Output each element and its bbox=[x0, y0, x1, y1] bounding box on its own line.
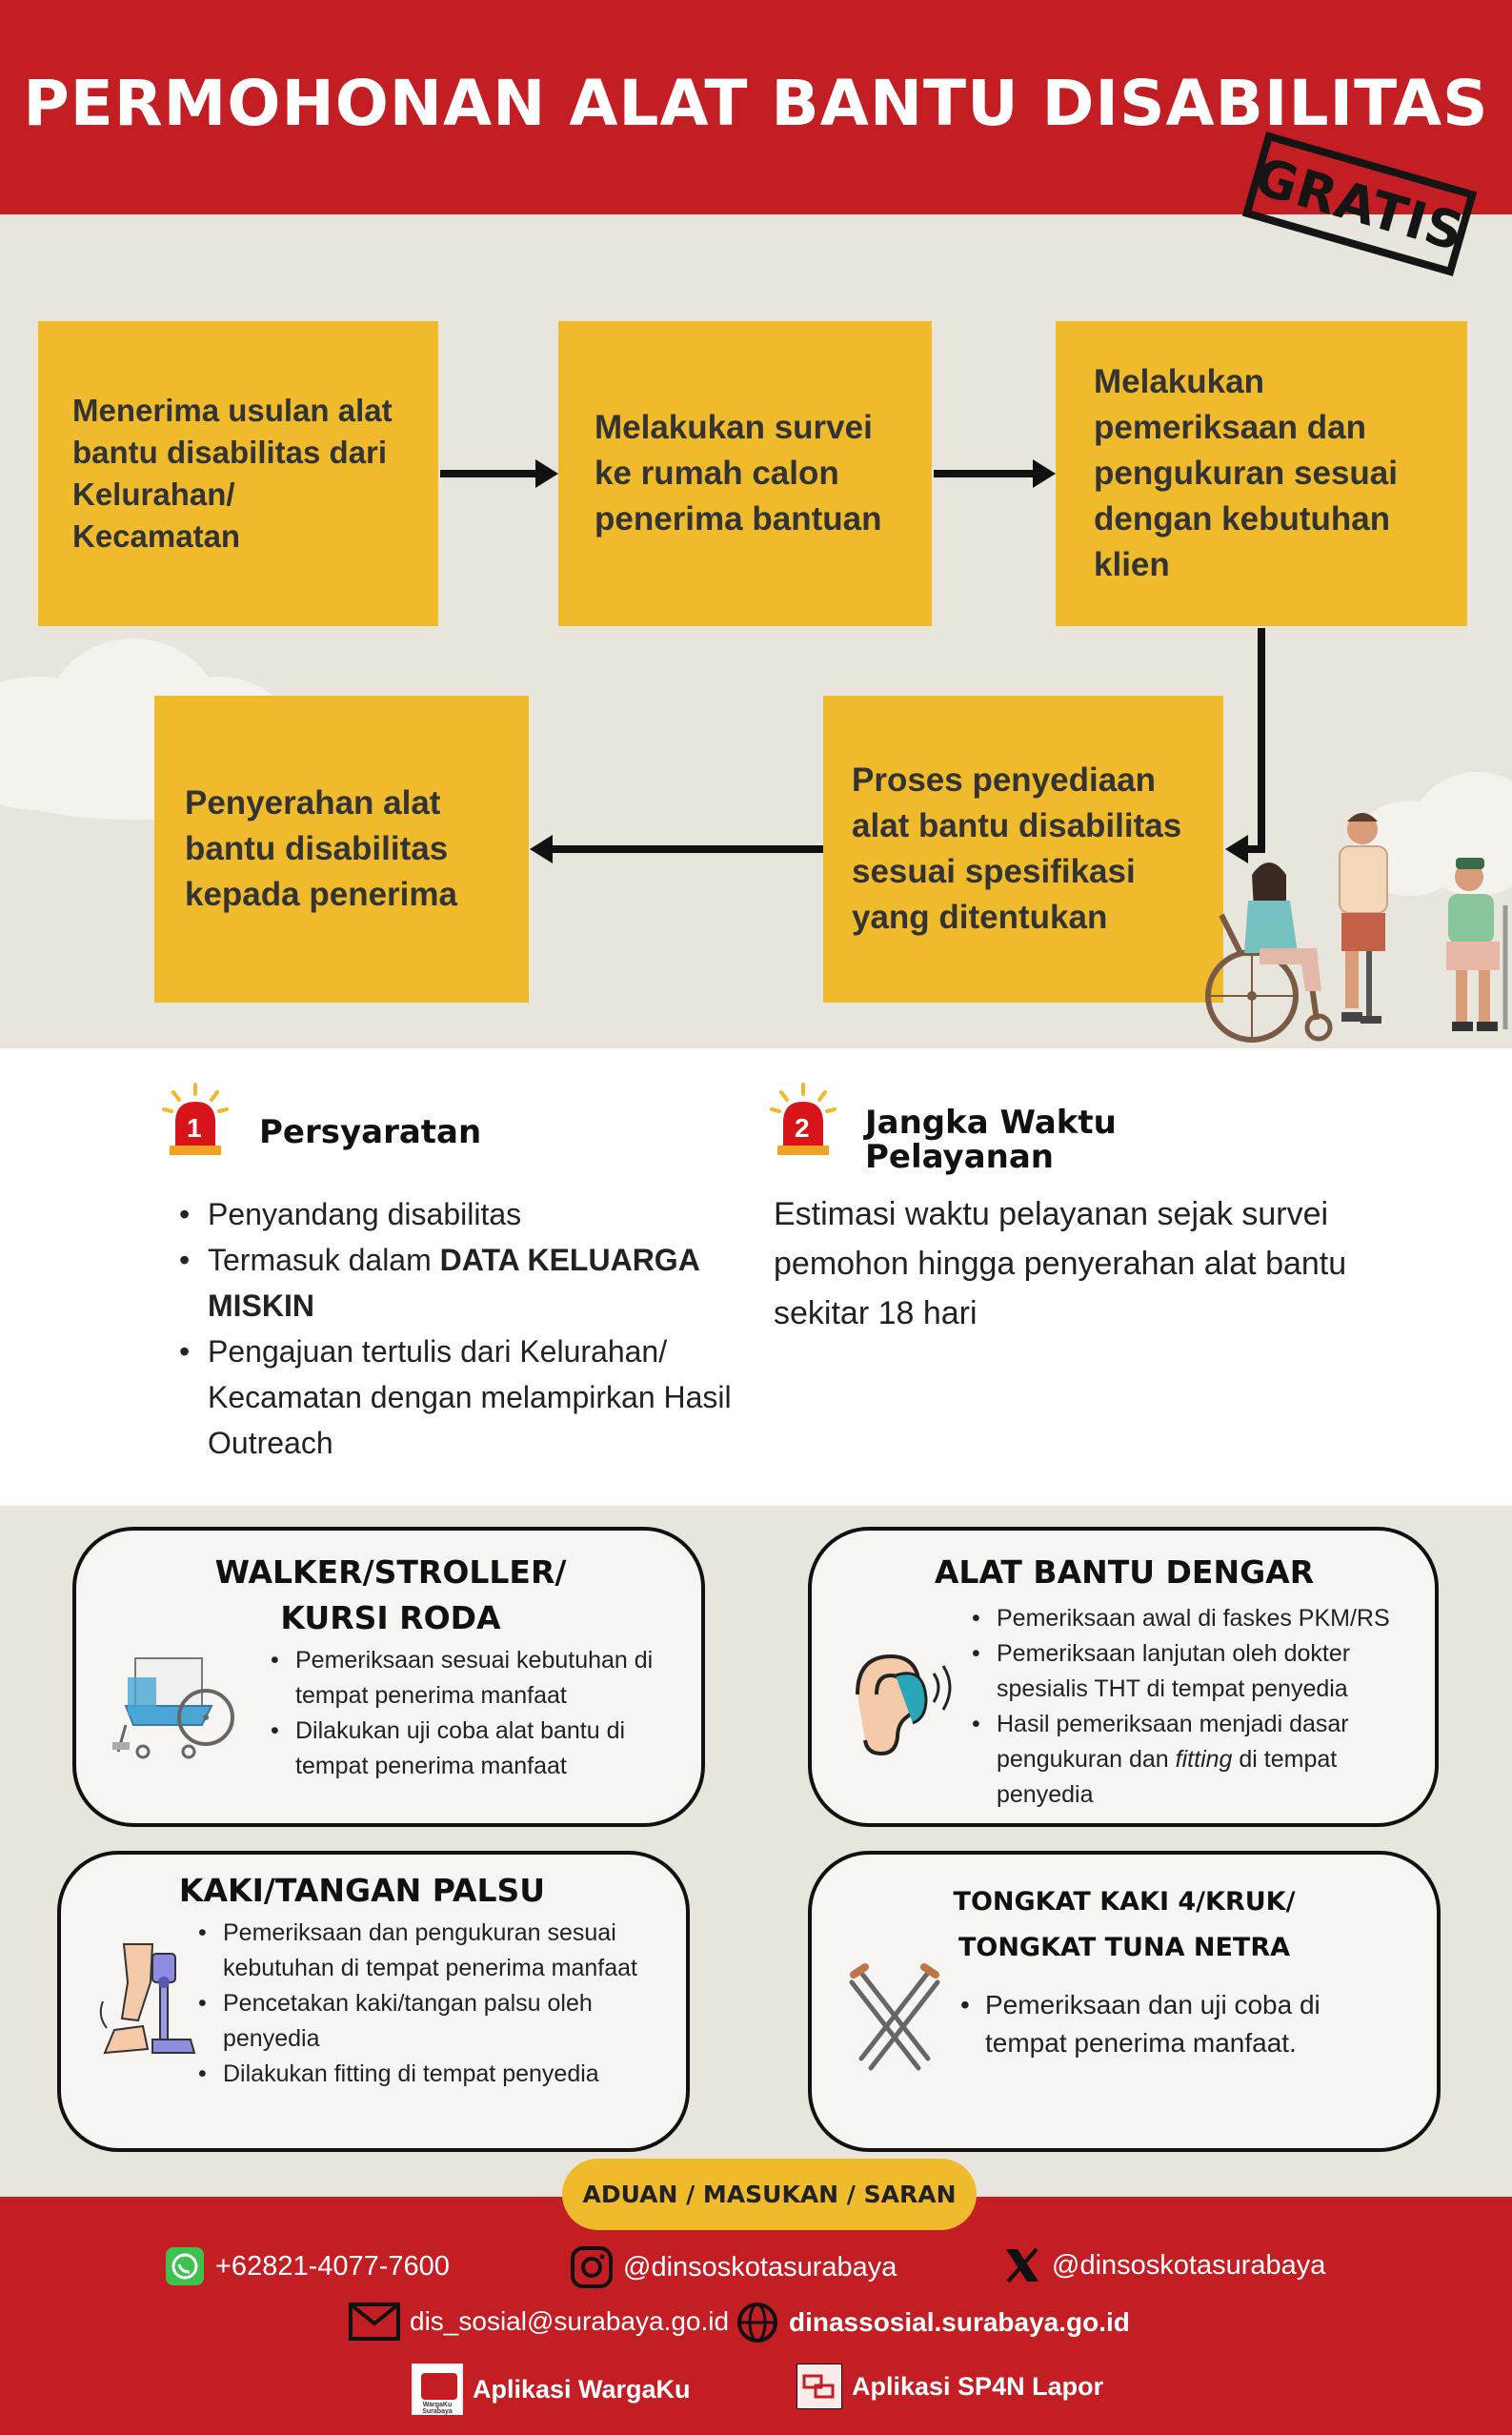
card-hearing-item: • Pemeriksaan lanjutan oleh dokter spesialis THT di tempat penyedia bbox=[970, 1636, 1420, 1707]
service-time-heading-line2: Pelayanan bbox=[865, 1138, 1054, 1176]
email-contact[interactable] bbox=[349, 2303, 729, 2341]
service-time-text: Estimasi waktu pelayanan sejak survei pemohon hingga penyerahan alat bantu sekitar 18 hari bbox=[774, 1196, 1347, 1331]
app-wargaku-label: Aplikasi WargaKu bbox=[473, 2374, 691, 2404]
card-prosthetic-item: • Pemeriksaan dan pengukuran sesuai kebutuhan di tempat penerima manfaat bbox=[196, 1916, 654, 1986]
flow-step-3-text: Melakukan pemeriksaan dan pengukuran sesuai dengan kebutuhan klien bbox=[1094, 363, 1398, 583]
email-address: dis_sosial@surabaya.go.id bbox=[410, 2306, 730, 2336]
people-illustration bbox=[1202, 801, 1512, 1048]
card-crutch-item: • Pemeriksaan dan uji coba di tempat penerima manfaat. bbox=[958, 1986, 1406, 2062]
card-walker-item: • Dilakukan uji coba alat bantu di tempat penerima manfaat bbox=[269, 1714, 688, 1784]
card-prosthetic-list bbox=[196, 1916, 654, 2092]
whatsapp-icon bbox=[164, 2245, 206, 2287]
flow-step-1-text: Menerima usulan alat bantu disabilitas dari Kelurahan/ Kecamatan bbox=[72, 393, 393, 554]
wargaku-logo: WargaKu Surabaya bbox=[412, 2364, 463, 2415]
app-wargaku[interactable] bbox=[412, 2364, 691, 2415]
card-walker-title bbox=[171, 1550, 610, 1641]
x-contact[interactable] bbox=[1002, 2245, 1325, 2285]
card-crutch-title-line2: TONGKAT TUNA NETRA bbox=[958, 1933, 1291, 1962]
card-hearing-title: ALAT BANTU DENGAR bbox=[934, 1553, 1315, 1591]
card-hearing-item-italic: fitting bbox=[1175, 1746, 1233, 1773]
card-crutch-title-line1: TONGKAT KAKI 4/KRUK/ bbox=[953, 1887, 1296, 1917]
gratis-stamp: GRATIS bbox=[1242, 132, 1477, 276]
card-walker-item: • Pemeriksaan sesuai kebutuhan di tempat penerima manfaat bbox=[269, 1643, 688, 1714]
card-hearing-item: • Pemeriksaan awal di faskes PKM/RS bbox=[970, 1601, 1420, 1636]
card-hearing-list bbox=[970, 1601, 1420, 1813]
email-icon bbox=[349, 2303, 400, 2341]
requirements-heading: Persyaratan bbox=[259, 1113, 482, 1151]
requirements-item-bold: DATA KELUARGA MISKIN bbox=[208, 1243, 699, 1323]
service-time-heading bbox=[865, 1106, 1117, 1174]
card-prosthetic-item: • Pencetakan kaki/tangan palsu oleh penyedia bbox=[196, 1986, 654, 2057]
website-url: dinassosial.surabaya.go.id bbox=[789, 2307, 1130, 2337]
whatsapp-contact[interactable] bbox=[164, 2245, 450, 2287]
card-prosthetic-item: • Dilakukan fitting di tempat penyedia bbox=[196, 2057, 654, 2092]
flow-step-5-text: Penyerahan alat bantu disabilitas kepada penerima bbox=[185, 784, 457, 913]
instagram-icon bbox=[570, 2245, 614, 2289]
flow-step-4-text: Proses penyediaan alat bantu disabilitas sesuai spesifikasi yang ditentukan bbox=[852, 761, 1182, 936]
requirements-number: 1 bbox=[187, 1113, 202, 1143]
hearing-aid-icon bbox=[838, 1647, 962, 1761]
service-time-number: 2 bbox=[795, 1113, 810, 1143]
crutch-icon bbox=[842, 1963, 947, 2078]
feedback-pill: ADUAN / MASUKAN / SARAN bbox=[562, 2159, 977, 2230]
requirements-item: • Pengajuan tertulis dari Kelurahan/ Kecamatan dengan melampirkan Hasil Outreach bbox=[175, 1329, 747, 1466]
card-walker-title-line1: WALKER/STROLLER/ bbox=[214, 1553, 567, 1591]
requirements-list bbox=[175, 1191, 747, 1466]
page-title: PERMOHONAN ALAT BANTU DISABILITAS bbox=[23, 67, 1489, 140]
card-crutch-list bbox=[958, 1986, 1406, 2062]
flow-step-2-text: Melakukan survei ke rumah calon penerima bantuan bbox=[595, 409, 882, 538]
card-crutch-title bbox=[886, 1879, 1362, 1971]
card-walker-list bbox=[269, 1643, 688, 1784]
app-sp4n-label: Aplikasi SP4N Lapor bbox=[852, 2371, 1104, 2401]
sp4n-logo bbox=[796, 2364, 842, 2409]
requirements-item: • Penyandang disabilitas bbox=[175, 1191, 747, 1237]
wheelchair-icon bbox=[107, 1639, 240, 1763]
card-prosthetic-title: KAKI/TANGAN PALSU bbox=[178, 1872, 546, 1909]
globe-icon bbox=[736, 2301, 779, 2344]
website-contact[interactable] bbox=[736, 2301, 1130, 2344]
x-handle: @dinsoskotasurabaya bbox=[1052, 2249, 1326, 2281]
card-hearing-item: • Hasil pemeriksaan menjadi dasar pengukuran dan fitting di tempat penyedia bbox=[970, 1707, 1420, 1813]
card-walker-title-line2: KURSI RODA bbox=[280, 1599, 501, 1636]
requirements-item: • Termasuk dalam DATA KELUARGA MISKIN bbox=[175, 1237, 747, 1329]
whatsapp-number: +62821-4077-7600 bbox=[215, 2250, 450, 2282]
x-icon bbox=[1002, 2245, 1042, 2285]
instagram-contact[interactable] bbox=[570, 2245, 897, 2289]
instagram-handle: @dinsoskotasurabaya bbox=[623, 2251, 897, 2283]
prosthetic-leg-icon bbox=[95, 1935, 200, 2068]
service-time-heading-line1: Jangka Waktu bbox=[865, 1104, 1117, 1142]
app-sp4n[interactable] bbox=[796, 2364, 1103, 2409]
